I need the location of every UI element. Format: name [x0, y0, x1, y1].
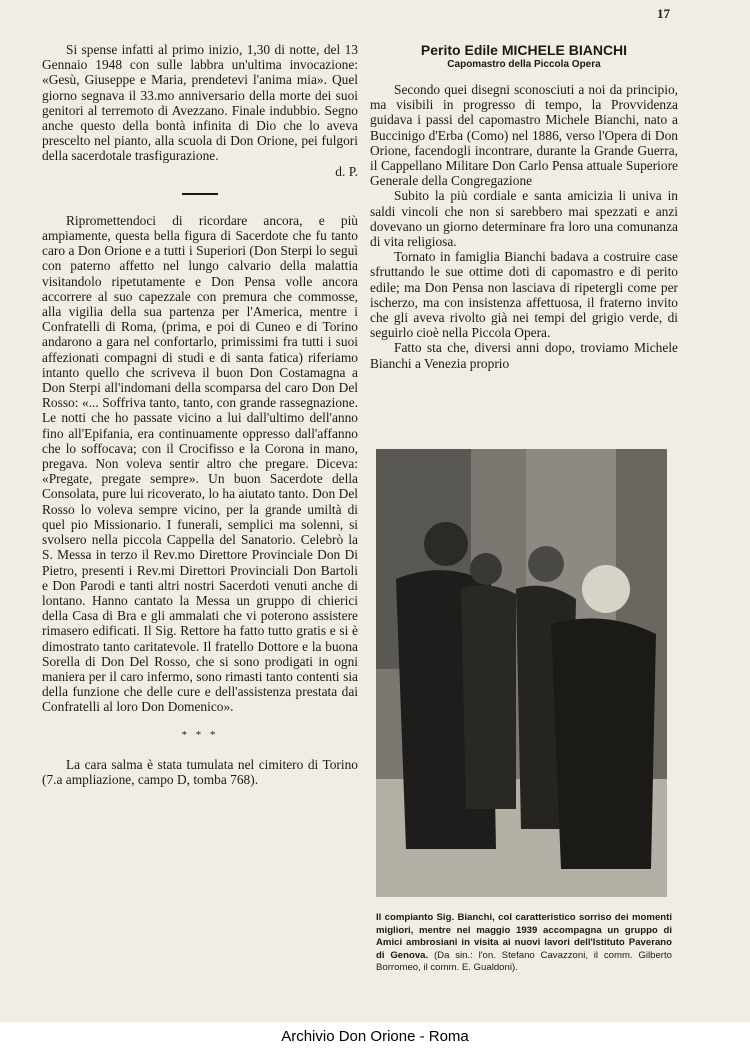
person-silhouette-2: [461, 553, 516, 809]
article-paragraph-4: Fatto sta che, diversi anni dopo, troviamo Michele Bianchi a Venezia proprio: [370, 340, 678, 371]
left-column: [42, 42, 358, 787]
author-signature: d. P.: [335, 163, 358, 179]
page-number: 17: [657, 6, 670, 21]
section-divider: [182, 193, 218, 195]
article-subtitle: Capomastro della Piccola Opera: [447, 59, 601, 70]
caption-credits-text: (Da sin.: l'on. Stefano Cavazzoni, il comm. Gilberto Borromeo, il comm. E. Gualdoni).: [376, 949, 672, 974]
asterism-divider: * * *: [181, 728, 219, 741]
article-paragraph-1: Secondo quei disegni sconosciuti a noi da principio, ma visibili in progresso di tempo, la Provvidenza guidava i passi del capomastro Michele Bianchi, nato a Buccinigo d'Erba (Como) nel 1886, verso l'Opera di Don Orione, facendogli incontrare, durante la Grande Guerra, il Cappellano Militare Don Carlo Pensa attuale Superiore Generale della Congregazione: [370, 82, 678, 189]
burial-paragraph: La cara salma è stata tumulata nel cimitero di Torino (7.a ampliazione, campo D, tomba 768).: [42, 756, 358, 787]
letter-quote-paragraph: Ripromettendoci di ricordare ancora, e più ampiamente, questa bella figura di Sacerdote che fu tanto caro a Don Orione e a tutti i Superiori (Don Sterpi lo seguì con paterno affetto nel lungo calvario della malattia visitandolo ripetutamente e Don Pensa volle ancora accorrere al suo capezzale con premura che commosse, alla vigilia della sua partenza per l'America, mentre i Confratelli di Roma, (prima, e poi di Cuneo e di Torino andarono a gara nel confortarlo, primissimi fra tutti i suoi affezionati compagni di studi e di santa fatica) riferiamo intanto quello che scriveva il buon Don Costamagna a Don Sterpi all'indomani della scomparsa del caro Don Del Rosso: «... Soffriva tanto, tanto, con grande rassegnazione. Le notti che ho passate vicino a lui dall'ultimo dell'anno fino all'Epifania, era continuamente oppresso dall'affanno che lo soffocava; con il Crocifisso e la Corona in mano, pregava. Non voleva sentir altro che pregare. Diceva: «Pregate, pregate sempre». Un buon Sacerdote della Consolata, pure lui ricoverato, lo ha aiutato tanto. Don Del Rosso lo voleva sempre vicino, per la grande umiltà di quel pio Missionario. I funerali, semplici ma solenni, si svolsero nella piccola Cappella del Sanatorio. Celebrò la S. Messa in terzo il Rev.mo Direttore Provinciale Don Di Pietro, presenti i Rev.mi Direttori Provinciali Don Bartoli e Don Parodi e tanti altri nostri Sacerdoti venuti anche di lontano. Hanno cantato la Messa un gruppo di chierici della Casa di Bra e gli ammalati che vi poterono assistere rimasero edificati. Il Sig. Rettore ha fatto tutto gratis e si è dimostrato tanto caritatevole. Il fratello Dottore e la buona Sorella di Don Del Rosso, che si sono prodigati in ogni maniera per il caro infermo, sono rimasti tanto contenti sia della funzione che delle cure e dell'assistenza prestata dai Confratelli al loro Don Domenico».: [42, 212, 358, 715]
caption-bold-text: Il compianto Sig. Bianchi, col caratteristico sorriso dei momenti migliori, mentre nel maggio 1939 accompagna un gruppo di Amici ambrosiani in visita ai nuovi lavori dell'Istituto Paverano di Genova.: [376, 912, 672, 961]
right-column: [370, 42, 678, 371]
article-paragraph-2: Subito la più cordiale e santa amicizia li univa in saldi vincoli che non si sarebbero mai spezzati e anzi dovevano un giorno determinare fra loro una comunanza di vita religiosa.: [370, 188, 678, 250]
photo-caption: [376, 912, 672, 975]
archive-footer: Archivio Don Orione - Roma: [0, 1022, 750, 1051]
obituary-closing-paragraph: Si spense infatti al primo inizio, 1,30 di notte, del 13 Gennaio 1948 con sulle labbra un'ultima invocazione: «Gesù, Giuseppe e Maria, prendetevi l'anima mia». Quel giorno segnava il 33.mo anniversario della morte dei suoi genitori al terremoto di Avezzano. Finale indubbio. Segno anche questo della bontà infinita di Dio che lo aveva prescelto nel pianto, alla scuola di Don Orione, pei fulgori della sacerdotale trasfigurazione.: [42, 42, 358, 164]
article-title: Perito Edile MICHELE BIANCHI: [420, 42, 628, 58]
photo-illustration: [376, 449, 667, 897]
article-paragraph-3: Tornato in famiglia Bianchi badava a costruire case sfruttando le sue ottime doti di capomastro e di perito edile; ma Don Pensa non lasciava di ripetergli come per ischerzo, ma con insistenza affettuosa, il fraterno invito che gli aveva rivolto già nei tempi del grigio verde, di seguirlo cioè nella Piccola Opera.: [370, 249, 678, 341]
group-photo: [376, 449, 667, 897]
